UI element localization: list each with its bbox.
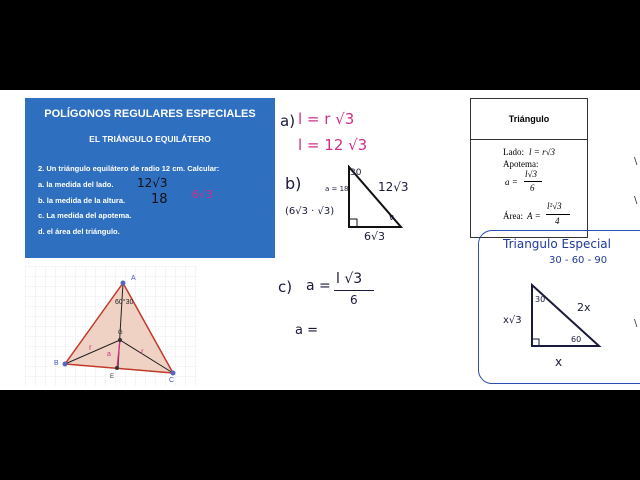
part-b-angle-top: 30 xyxy=(350,168,362,178)
part-b-note: (6√3 · √3) xyxy=(285,206,335,217)
reference-title: Triángulo xyxy=(471,99,587,140)
vertex-b xyxy=(63,362,68,367)
clipped-mark: \ xyxy=(634,156,638,167)
label-g: G xyxy=(118,330,123,336)
special-subtitle: 30 - 60 - 90 xyxy=(549,255,608,266)
equilateral-triangle-figure xyxy=(25,266,197,386)
reference-area-label: Área: xyxy=(503,211,523,221)
right-angle-mark xyxy=(349,219,357,227)
radius-label-right: r xyxy=(141,347,144,356)
reference-area-bar xyxy=(546,214,570,215)
special-title: Triangulo Especial xyxy=(503,237,611,251)
special-right-angle xyxy=(532,339,539,346)
problem-statement: 2. Un triángulo equilátero de radio 12 cm. Calcular: xyxy=(38,164,220,173)
reference-apotema-bar xyxy=(524,181,542,182)
special-base: x xyxy=(555,355,563,369)
label-b: B xyxy=(54,360,59,367)
part-a-result: l = 12 √3 xyxy=(298,136,368,154)
apothem-label: a xyxy=(107,351,111,358)
card-subtitle: EL TRIÁNGULO EQUILÁTERO xyxy=(89,134,211,144)
point-e xyxy=(115,366,119,370)
radius-label-left: r xyxy=(89,343,92,352)
part-b-label: b) xyxy=(285,174,302,193)
label-e: E xyxy=(110,374,115,380)
reference-apotema-label: Apotema: xyxy=(503,159,539,169)
part-c-label: c) xyxy=(278,278,293,296)
reference-lado-label: Lado: xyxy=(503,147,524,157)
special-hypotenuse: 2x xyxy=(577,301,591,314)
triangle-reference-card xyxy=(470,98,588,238)
reference-area-numerator: l²√3 xyxy=(547,201,562,211)
part-c-denominator: 6 xyxy=(350,293,358,307)
question-c: c. La medida del apotema. xyxy=(38,211,132,220)
special-triangle-card xyxy=(478,230,640,384)
special-angle-top: 30 xyxy=(535,295,546,304)
special-triangle-sketch xyxy=(529,283,603,353)
clipped-mark: \ xyxy=(634,195,638,206)
special-leg: x√3 xyxy=(503,315,522,326)
part-b-side-left: a = 18 xyxy=(325,185,349,193)
part-c-numerator: l √3 xyxy=(336,271,363,287)
whiteboard-canvas[interactable] xyxy=(0,90,640,390)
vertex-a xyxy=(121,281,126,286)
reference-lado-formula: l = r√3 xyxy=(529,147,556,157)
part-c-fraction-bar xyxy=(334,290,374,291)
reference-apotema-numerator: l√3 xyxy=(525,169,537,179)
part-b-base: 6√3 xyxy=(364,230,386,243)
scribble-annotation: 6√3 xyxy=(192,188,214,201)
label-c: C xyxy=(169,377,175,384)
label-a: A xyxy=(131,275,136,282)
clipped-mark: \ xyxy=(634,318,638,329)
part-b-angle-bottom: ν xyxy=(389,213,395,223)
reference-apotema-denominator: 6 xyxy=(530,183,535,193)
reference-apotema-lhs: a = xyxy=(505,177,518,187)
part-c-second-line: a = xyxy=(295,323,318,338)
part-c-lhs: a = xyxy=(306,278,331,294)
vertex-c xyxy=(171,371,176,376)
part-a-label: a) xyxy=(280,112,296,130)
card-title: POLÍGONOS REGULARES ESPECIALES xyxy=(44,108,256,120)
angle-label: 60°30 xyxy=(115,299,134,306)
answer-b-handwritten: 18 xyxy=(151,192,168,207)
answer-a-handwritten: 12√3 xyxy=(137,176,168,190)
reference-area-lhs: A = xyxy=(527,211,541,221)
special-angle-bottom: 60 xyxy=(571,335,582,344)
part-b-hypotenuse: 12√3 xyxy=(378,180,409,194)
part-a-formula: l = r √3 xyxy=(298,110,355,128)
question-a: a. la medida del lado. xyxy=(38,180,114,189)
question-d: d. el área del triángulo. xyxy=(38,227,120,236)
centroid-g xyxy=(118,338,122,342)
problem-card xyxy=(25,98,275,258)
reference-area-denominator: 4 xyxy=(555,216,560,226)
question-b: b. la medida de la altura. xyxy=(38,196,126,205)
